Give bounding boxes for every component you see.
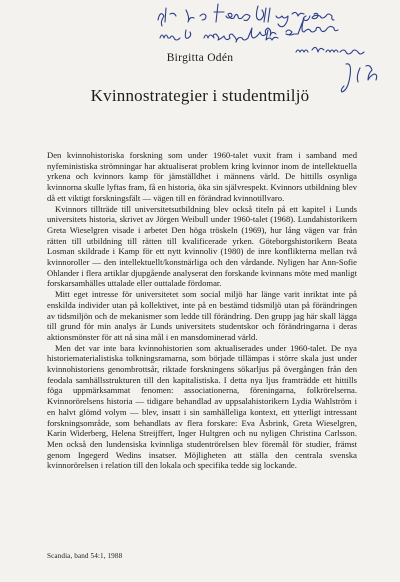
- journal-footer: Scandia, band 54:1, 1988: [47, 552, 123, 560]
- author-name: Birgitta Odén: [166, 52, 234, 64]
- article-title: Kvinnostrategier i studentmiljö: [90, 86, 310, 105]
- paragraph: Men det var inte bara kvinnohistorien som aktualiserades under 1960-talet. De nya historiematerialistiska tolkningsramarna, som började tillämpas i större skala just under kvinnohistoriens genombrottsår, riktade forskningens sökarljus på övergången från den feodala samhällsstrukturen till den kapitalistiska. I detta nya ljus framträdde ett hittills föga uppmärksammat fenomen: associationerna, föreningarna, folkrörelserna. Kvinnorörelsens historia — tidigare behandlad av uppsalahistorikern Lydia Wahlström i en halvt glömd volym — blev, insatt i sin samhälleliga kontext, ett ytterligt intressant forskningsområde, som behandlats av flera forskare: Eva Åsbrink, Greta Wieselgren, Karin Widerberg, Helena Streijffert, Inger Hultgren och nu nyligen Christina Carlsson. Men också den lundensiska kvinnliga studentrörelsen blev föremål för studier, främst genom Ingegerd Wedins insatser. Möjligheten att ställa den centrala svenska kvinnorörelsen i relation till den lokala och specifika tedde sig lockande.: [47, 342, 357, 471]
- article-body: [47, 150, 357, 471]
- paragraph: Mitt eget intresse för universitetet som social miljö har länge varit inriktat inte på enskilda individer utan på kollektivet, inte på en bestämd tidsmiljö utan på förändringen av tidsmiljön och de mekanismer som ledde till förändring. Den grupp jag här skall lägga till grund för min analys är Lunds universitets studentskor och förändringarna i deras aktionsmönster för att nå sina mål i en mansdominerad värld.: [47, 289, 357, 342]
- paragraph: Den kvinnohistoriska forskning som under 1960-talet vuxit fram i samband med nyfeministiska strömningar har aktualiserat problem kring kvinnor inom de intellektuella yrkena och kvinnors kamp för jämställdhet i männens värld. De hittills osynliga kvinnorna skulle lyftas fram, få en historia, öka sin självrespekt. Kvinnors utbildning blev då ett viktigt forskningsfält — vägen till en förändrad kvinnotillvaro.: [47, 150, 357, 203]
- paragraph: Kvinnors tillträde till universitetsutbildning blev också titeln på ett kapitel i Lunds universitets historia, skrivet av Jörgen Weibull under 1960-talet (1968). Lundahistorikern Greta Wieselgren visade i arbetet Den höga tröskeln (1969), hur lång vägen var från rätten till utbildning till rätten till kvalificerade yrken. Göteborgshistorikern Beata Losman skildrade i Kamp för ett nytt kvinnoliv (1980) de inre konflikterna mellan två kvinnoroller — den intellektuellt/konstnärliga och den vårdande. Nyligen har Ann-Sofie Ohlander i flera artiklar djupgående analyserat den forskande kvinnans möte med manligt forskarsamhälles uttalade eller outtalade fördomar.: [47, 203, 357, 289]
